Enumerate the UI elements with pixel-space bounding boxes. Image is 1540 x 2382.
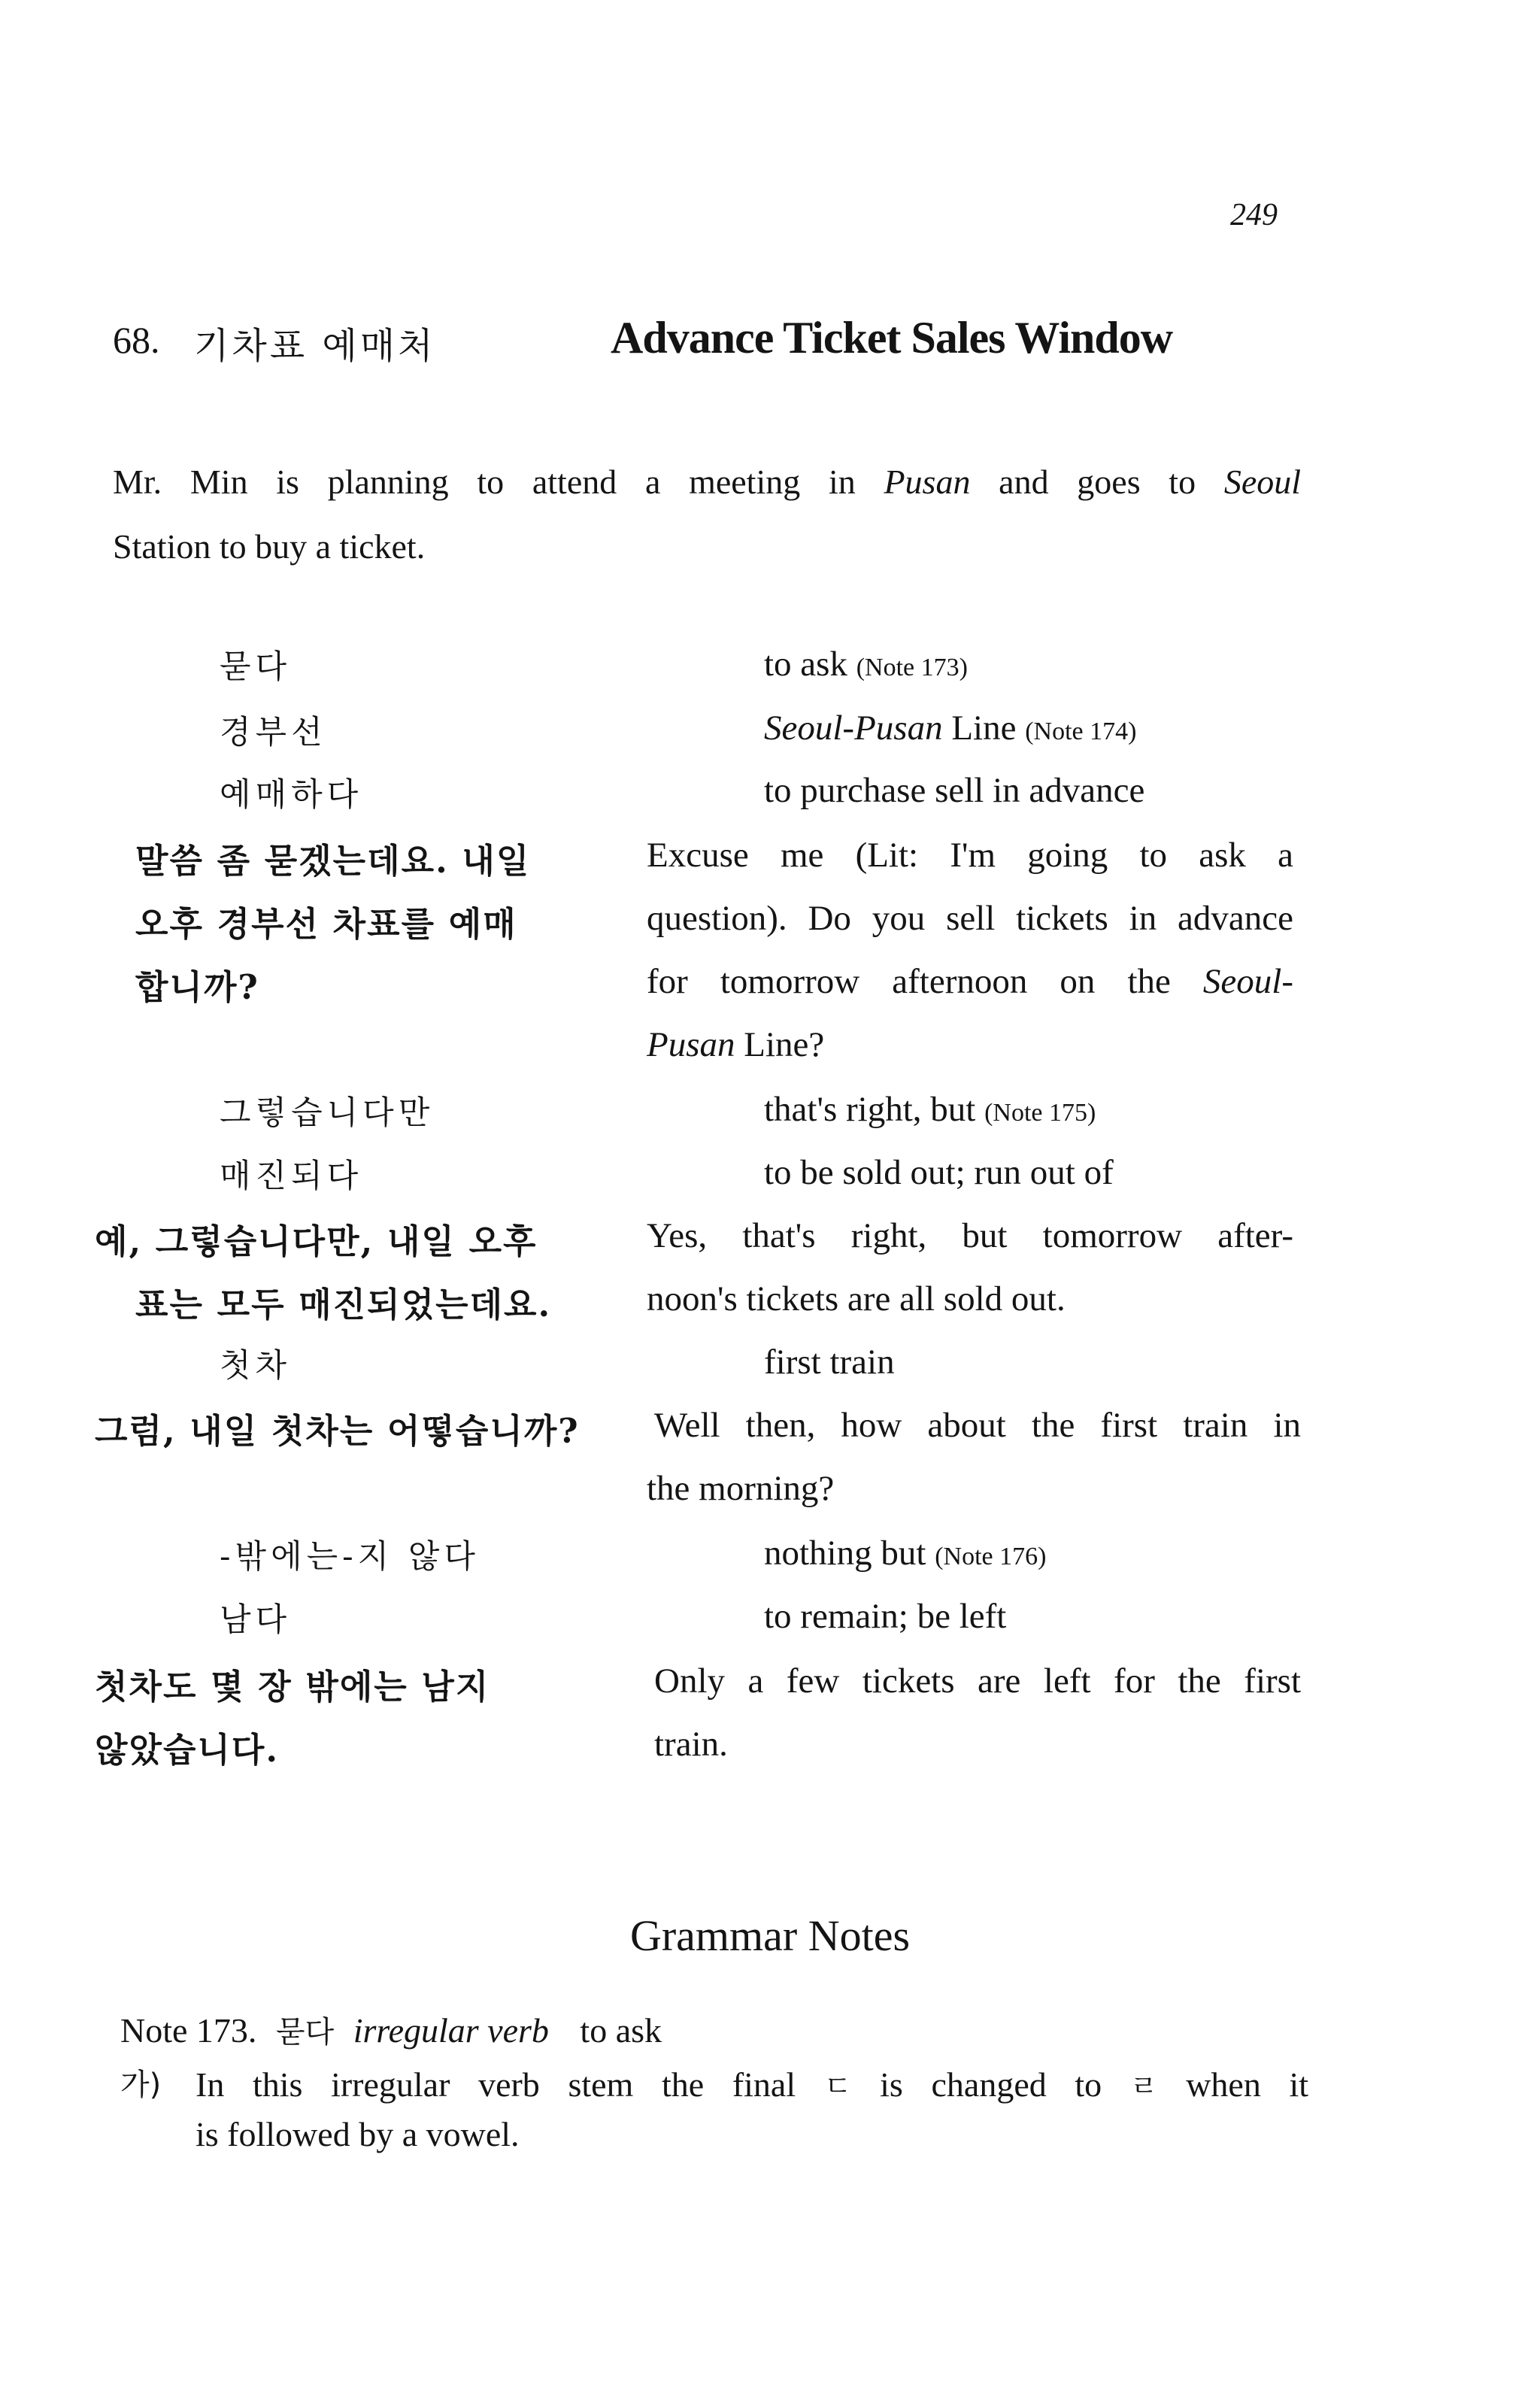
vocab-korean: 첫차 bbox=[220, 1347, 292, 1385]
grammar-notes-heading: Grammar Notes bbox=[629, 1911, 911, 1960]
dialogue-korean: 합니까? bbox=[135, 967, 259, 1007]
vocab-english: to be sold out; run out of bbox=[764, 1153, 1114, 1192]
vocab-korean: 그렇습니다만 bbox=[220, 1094, 435, 1132]
dialogue-korean: 않았습니다. bbox=[95, 1730, 280, 1770]
vocab-english: nothing but (Note 176) bbox=[764, 1534, 1047, 1573]
dialogue-english: Well then, how about the first train in bbox=[654, 1406, 1301, 1445]
dialogue-korean: 그럼, 내일 첫차는 어떻습니까? bbox=[95, 1411, 580, 1451]
vocab-english: that's right, but (Note 175) bbox=[764, 1090, 1096, 1129]
page-number: 249 bbox=[1230, 198, 1278, 232]
dialogue-english: Excuse me (Lit: I'm going to ask a bbox=[647, 836, 1293, 875]
vocab-english: to purchase sell in advance bbox=[764, 771, 1145, 810]
vocab-korean: 경부선 bbox=[220, 714, 327, 751]
lesson-title-korean: 기차표 예매처 bbox=[194, 325, 436, 367]
vocab-korean: -밖에는-지 않다 bbox=[220, 1538, 480, 1576]
dialogue-english: question). Do you sell tickets in advance bbox=[647, 899, 1293, 938]
dialogue-korean: 오후 경부선 차표를 예매 bbox=[135, 904, 517, 944]
lesson-title-english: Advance Ticket Sales Window bbox=[611, 313, 1173, 363]
dialogue-english: the morning? bbox=[647, 1469, 835, 1508]
note-173-item: 가) In this irregular verb stem the final ㄷ is changed to ㄹ when it is followed by a vowel. bbox=[120, 2065, 1309, 2153]
vocab-korean: 묻다 bbox=[220, 648, 292, 686]
dialogue-korean: 말씀 좀 묻겠는데요. 내일 bbox=[135, 841, 531, 881]
intro-line-1: Mr. Min is planning to attend a meeting in Pusan and goes to Seoul bbox=[113, 463, 1302, 501]
dialogue-korean: 예, 그렇습니다만, 내일 오후 bbox=[95, 1221, 538, 1261]
vocab-korean: 남다 bbox=[220, 1601, 292, 1639]
dialogue-korean: 표는 모두 매진되었는데요. bbox=[135, 1285, 552, 1325]
dialogue-english: train. bbox=[654, 1725, 728, 1764]
dialogue-english: noon's tickets are all sold out. bbox=[647, 1279, 1066, 1318]
vocab-korean: 예매하다 bbox=[220, 776, 363, 814]
vocab-english: to remain; be left bbox=[764, 1597, 1007, 1636]
dialogue-english: Only a few tickets are left for the first bbox=[654, 1661, 1301, 1701]
vocab-english: to ask (Note 173) bbox=[764, 645, 968, 684]
intro-paragraph bbox=[113, 450, 1301, 579]
dialogue-english: Pusan Line? bbox=[647, 1025, 825, 1064]
note-173-heading: Note 173. 묻다 irregular verb to ask bbox=[120, 2011, 662, 2050]
intro-line-2: Station to buy a ticket. bbox=[113, 527, 426, 566]
vocab-english: Seoul-Pusan Line (Note 174) bbox=[764, 709, 1137, 748]
vocab-korean: 매진되다 bbox=[220, 1158, 363, 1195]
vocab-english: first train bbox=[764, 1343, 895, 1382]
lesson-number: 68. bbox=[113, 319, 160, 361]
dialogue-korean: 첫차도 몇 장 밖에는 남지 bbox=[95, 1667, 490, 1707]
dialogue-english: Yes, that's right, but tomorrow after- bbox=[647, 1216, 1293, 1255]
dialogue-english: for tomorrow afternoon on the Seoul- bbox=[647, 962, 1293, 1001]
